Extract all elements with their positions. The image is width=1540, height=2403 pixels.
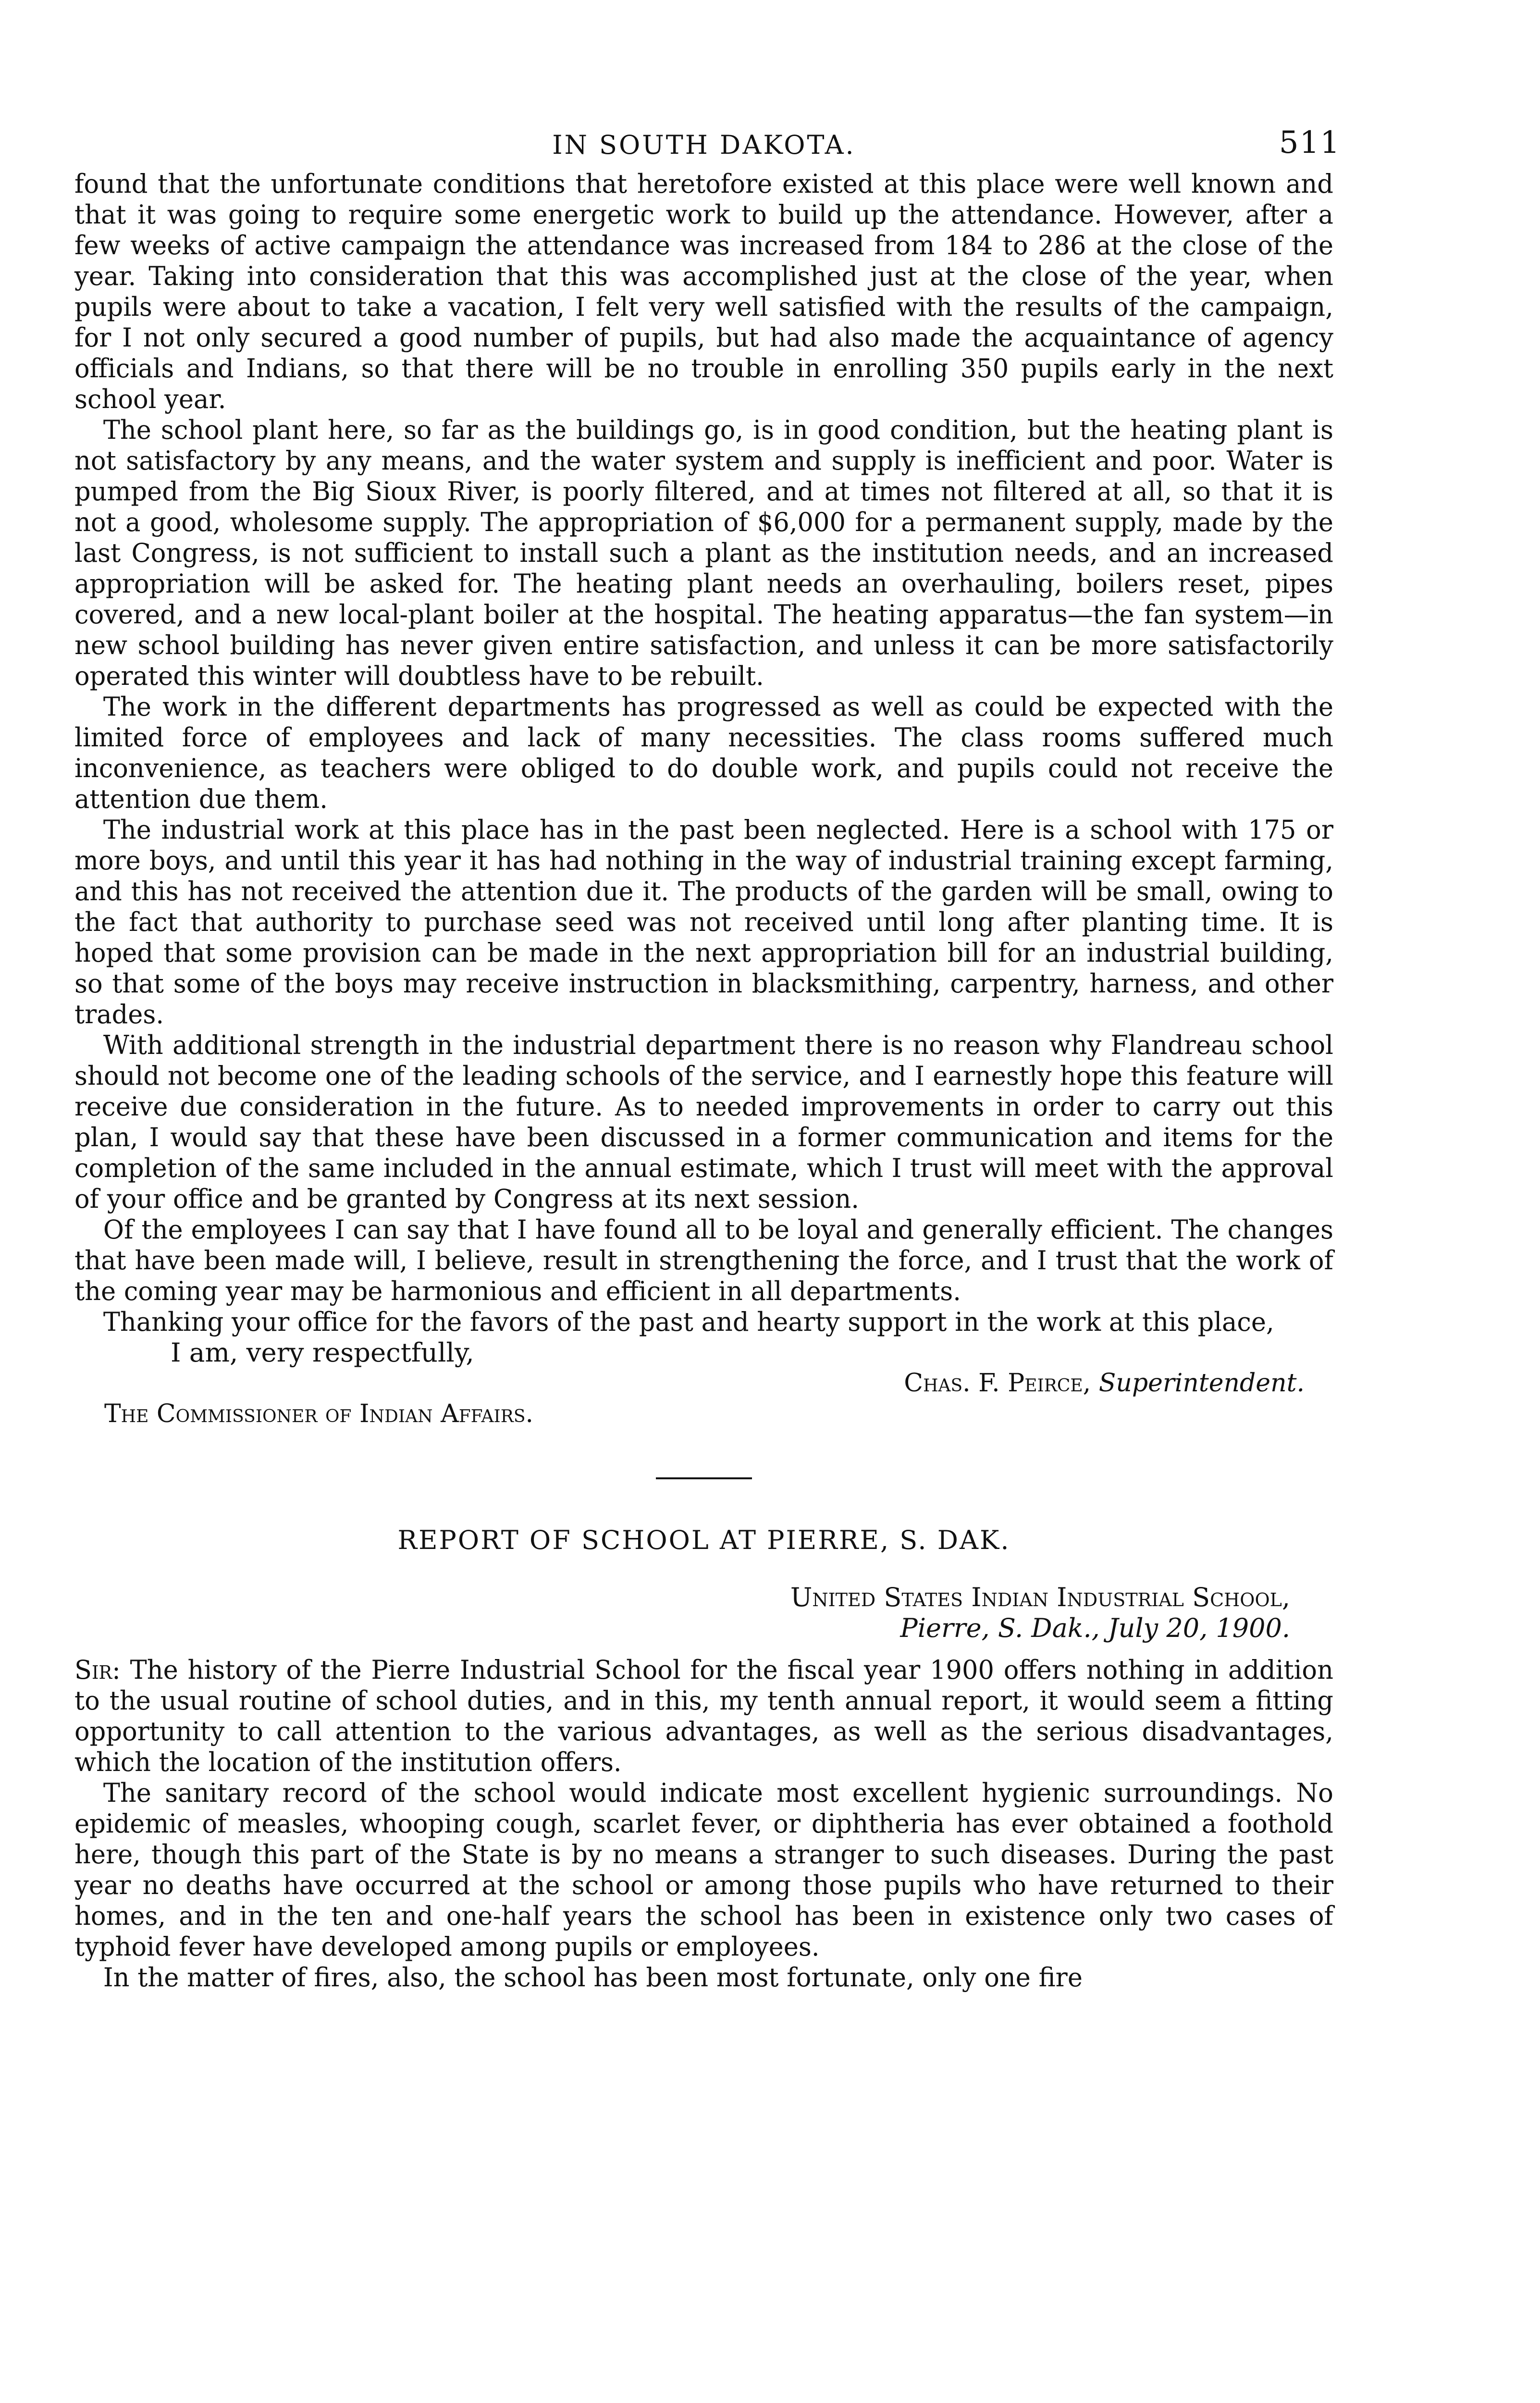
paragraph: Of the employees I can say that I have found all to be loyal and generally efficient. The changes that have been made will, I believe, result in strengthening the force, and I trust that the work of the coming year may be harmonious and efficient in all departments. <box>74 1214 1333 1306</box>
paragraph: In the matter of fires, also, the school has been most fortunate, only one fire <box>103 1962 1083 1993</box>
signature <box>74 1368 1333 1399</box>
paragraph: found that the unfortunate conditions that heretofore existed at this place were well known and that it was going to require some energetic work to build up the attendance. However, after a few weeks of active campaign the attendance was increased from 184 to 286 at the close of the year. Taking into consideration that this was accomplished just at the close of the year, when pupils were about to take a vacation, I felt very well satisfied with the results of the campaign, for I not only secured a good number of pupils, but had also made the acquaintance of agency officials and Indians, so that there will be no trouble in enrolling 350 pupils early in the next school year. <box>74 168 1333 414</box>
closing-line: I am, very respectfully, <box>171 1337 474 1368</box>
paragraph: Thanking your office for the favors of the past and hearty support in the work at this place, <box>103 1306 1274 1337</box>
place-date: Pierre, S. Dak., July 20, 1900. <box>900 1613 1290 1643</box>
paragraph: The school plant here, so far as the buildings go, is in good condition, but the heating plant is not satisfactory by any means, and the water system and supply is inefficient and poor. Water is pumped from the Big Sioux River, is poorly filtered, and at times not filtered at all, so that it is not a good, wholesome supply. The appropriation of $6,000 for a permanent supply, made by the last Congress, is not sufficient to install such a plant as the institution needs, and an increased appropriation will be asked for. The heating plant needs an overhauling, boilers reset, pipes covered, and a new local-plant boiler at the hospital. The heating apparatus—the fan system—in new school building has never given entire satisfaction, and unless it can be more satisfactorily operated this winter will doubtless have to be rebuilt. <box>74 414 1333 691</box>
paragraph: The work in the different departments has progressed as well as could be expected with the limited force of employees and lack of many necessities. The class rooms suffered much inconvenience, as teachers were obliged to do double work, and pupils could not receive the attention due them. <box>74 691 1333 814</box>
running-header <box>74 111 1341 168</box>
pierre-report <box>74 1525 1333 1993</box>
running-title: IN SOUTH DAKOTA. <box>552 130 856 160</box>
place-date-line <box>74 1613 1333 1644</box>
paragraph-text: The history of the Pierre Industrial School for the fiscal year 1900 offers nothing in addition to the usual routine of school duties, and in this, my tenth annual report, it would seem a fitting opportunity to call attention to the various advantages, as well as the serious disadvantages, which the location of the institution offers. <box>74 1654 1333 1777</box>
page-number: 511 <box>1279 125 1341 161</box>
salutation: Sir: <box>74 1654 121 1685</box>
paragraph <box>74 1654 1333 1777</box>
signature-title: Superintendent. <box>1098 1369 1305 1398</box>
flandreau-report-continuation <box>74 168 1333 1429</box>
document-page <box>74 111 1341 1993</box>
section-title: REPORT OF SCHOOL AT PIERRE, S. DAK. <box>397 1525 1010 1555</box>
paragraph: With additional strength in the industrial department there is no reason why Flandreau school should not become one of the leading schools of the service, and I earnestly hope this feature will receive due consideration in the future. As to needed improvements in order to carry out this plan, I would say that these have been discussed in a former communication and items for the completion of the same included in the annual estimate, which I trust will meet with the approval of your office and be granted by Congress at its next session. <box>74 1029 1333 1214</box>
paragraph: The sanitary record of the school would indicate most excellent hygienic surroundings. No epidemic of measles, whooping cough, scarlet fever, or diphtheria has ever obtained a foothold here, though this part of the State is by no means a stranger to such diseases. During the past year no deaths have occurred at the school or among those pupils who have returned to their homes, and in the ten and one-half years the school has been in existence only two cases of typhoid fever have developed among pupils or employees. <box>74 1777 1333 1962</box>
addressee: The Commissioner of Indian Affairs. <box>104 1400 534 1428</box>
section-divider <box>656 1477 752 1479</box>
signature-name: Chas. F. Peirce, <box>904 1369 1091 1398</box>
paragraph: The industrial work at this place has in the past been neglected. Here is a school with 175 or more boys, and until this year it has had nothing in the way of industrial training except farming, and this has not received the attention due it. The products of the garden will be small, owing to the fact that authority to purchase seed was not received until long after planting time. It is hoped that some provision can be made in the next appropriation bill for an industrial building, so that some of the boys may receive instruction in blacksmithing, carpentry, harness, and other trades. <box>74 814 1333 1029</box>
institution-line: United States Indian Industrial School, <box>790 1582 1290 1612</box>
